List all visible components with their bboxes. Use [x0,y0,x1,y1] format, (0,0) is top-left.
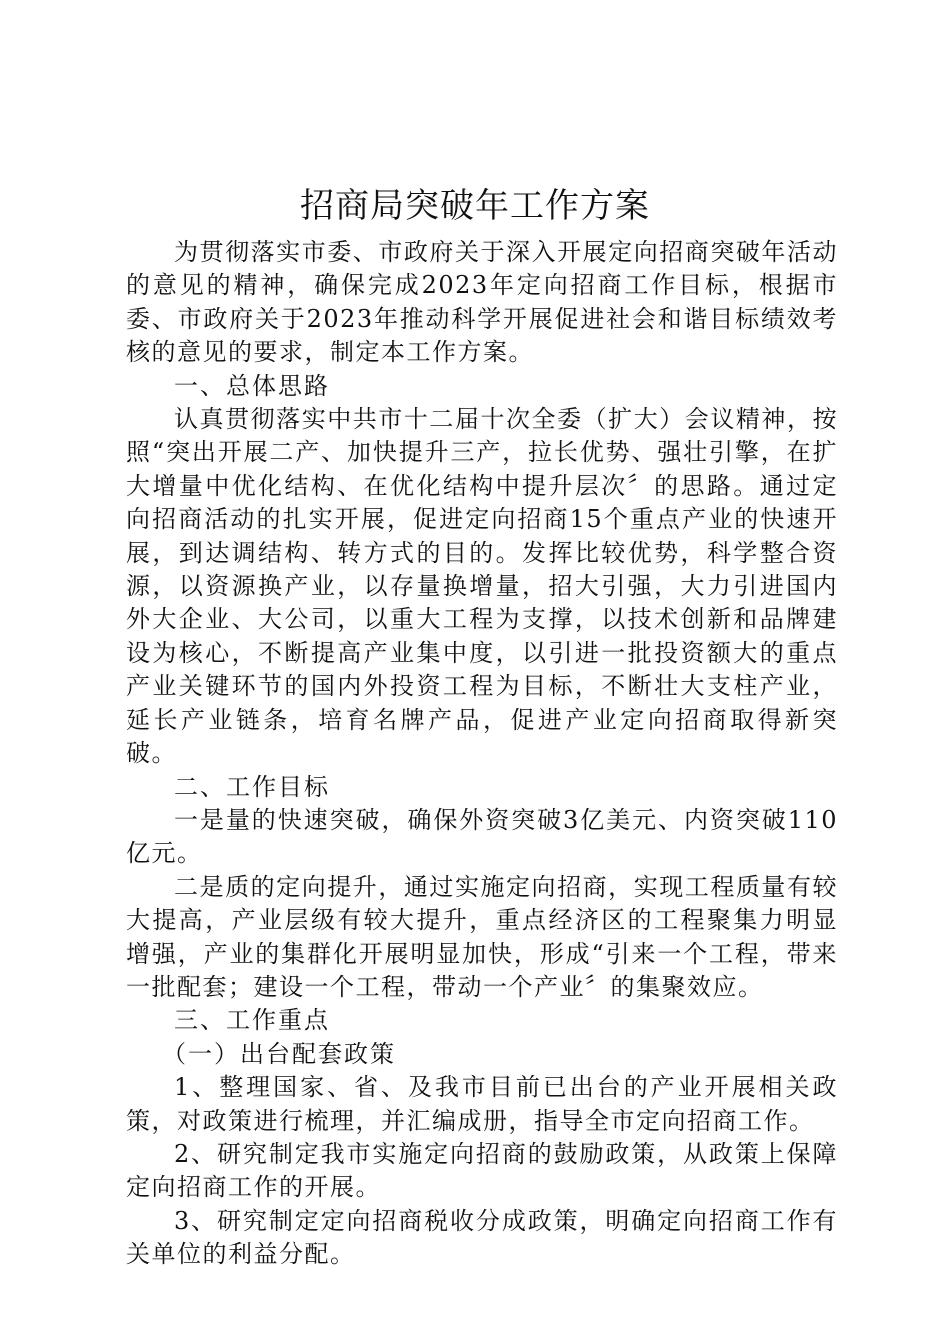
goal-quantity-paragraph: 一是量的快速突破，确保外资突破3亿美元、内资突破110亿元。 [126,805,838,868]
policy-item-1: 1、整理国家、省、及我市目前已出台的产业开展相关政策，对政策进行梳理，并汇编成册，指导全市定向招商工作。 [126,1073,838,1135]
subsection-heading-policies: （一）出台配套政策 [162,1039,396,1068]
goal-quality-paragraph: 二是质的定向提升，通过实施定向招商，实现工程质量有较大提高，产业层级有较大提升，重点经济区的工程聚集力明显增强，产业的集群化开展明显加快，形成“引来一个工程，带来一批配套；建设一个工程，带动一个产业〞的集聚效应。 [126,872,838,1001]
overall-approach-paragraph: 认真贯彻落实中共市十二届十次全委（扩大）会议精神，按照“突出开展二产、加快提升三产，拉长优势、强壮引擎，在扩大增量中优化结构、在优化结构中提升层次〞的思路。通过定向招商活动的扎实开展，促进定向招商15个重点产业的快速开展，到达调结构、转方式的目的。发挥比较优势，科学整合资源，以资源换产业，以存量换增量，招大引强，大力引进国内外大企业、大公司，以重大工程为支撑，以技术创新和品牌建设为核心，不断提高产业集中度，以引进一批投资额大的重点产业关键环节的国内外投资工程为目标，不断壮大支柱产业，延长产业链条，培育名牌产品，促进产业定向招商取得新突破。 [126,405,838,768]
document-body [126,236,838,1272]
policy-item-2: 2、研究制定我市实施定向招商的鼓励政策，从政策上保障定向招商工作的开展。 [126,1139,838,1202]
section-heading-work-focus: 三、工作重点 [174,1006,330,1035]
document-title: 招商局突破年工作方案 [300,186,650,226]
policy-item-3: 3、研究制定定向招商税收分成政策，明确定向招商工作有关单位的利益分配。 [126,1206,838,1269]
intro-paragraph: 为贯彻落实市委、市政府关于深入开展定向招商突破年活动的意见的精神，确保完成2023年定向招商工作目标，根据市委、市政府关于2023年推动科学开展促进社会和谐目标绩效考核的意见的要求，制定本工作方案。 [126,238,838,367]
section-heading-overall-approach: 一、总体思路 [174,371,330,400]
section-heading-work-goals: 二、工作目标 [174,772,330,801]
